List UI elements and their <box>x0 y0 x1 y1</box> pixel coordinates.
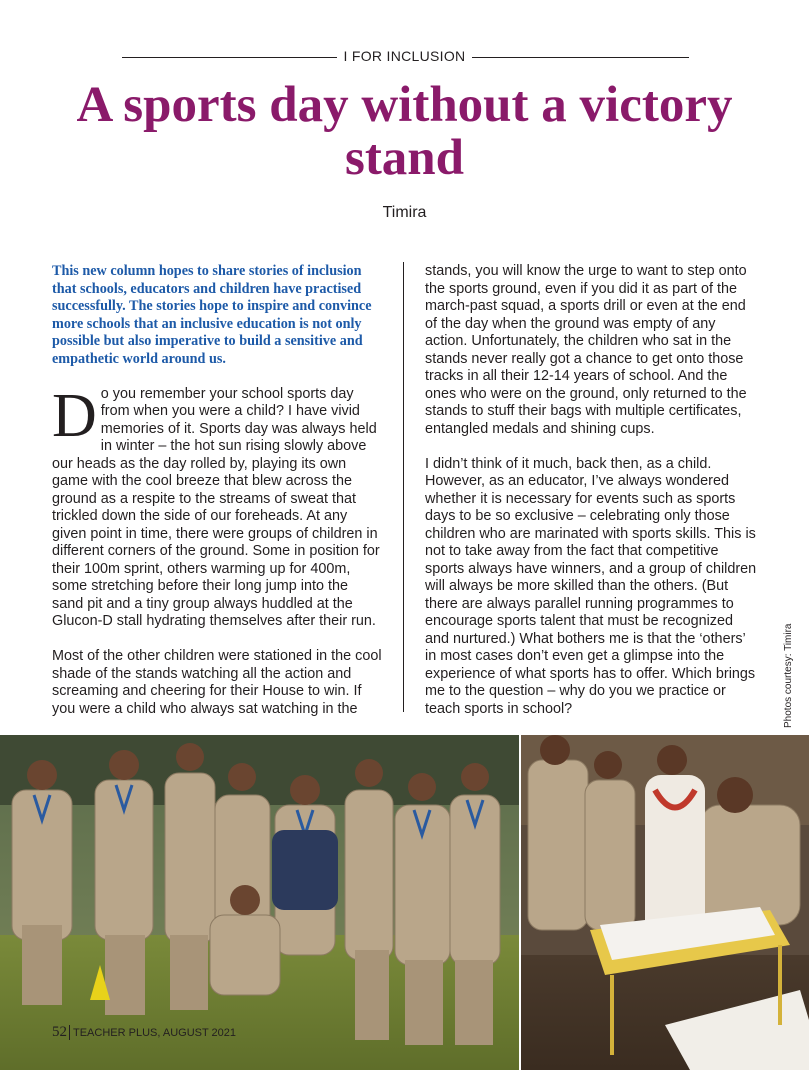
body-paragraph-4: I didn’t think of it much, back then, as a child. However, as an educator, I’ve always wondered whether it is necessary for events such as sports days to be so exclusive – celebrating only those children who are marinated with sports skills. This is not to take away from the fact that competitive sports always have winners, and a group of children will always be more skilled than the others. (But there are always parallel running programmes to encourage sports talent that must be recognized and nurtured.) What bothers me is that the ‘others’ in most cases don’t even get a glimpse into the experience of what sports has to offer. Which brings me to the question – why do you we practice or teach sports in school? <box>425 455 757 717</box>
photo-credit: Photos courtesy: Timira <box>783 623 794 728</box>
article-author: Timira <box>382 204 427 221</box>
article-column-right <box>425 263 760 718</box>
body-paragraph-1 <box>52 381 382 631</box>
body-paragraph-2: Most of the other children were stationed in the cool shade of the stands watching all the action and screaming and cheering for their House to win. If you were a child who always sat watching in the <box>52 648 382 717</box>
body-paragraph-1-text: o you remember your school sports day from when you were a child? I have vivid memories of it. Sports day was always held in winter – the hot sun rising slowly above our heads as the day rolled by, playing its own game with the cool breeze that blew across the ground as a respite to the streams of sweat that trickled down the side of our foreheads. At any given point in time, there were groups of children in different corners of the ground. Some in position for their 100m sprint, others warming up for 400m, some stretching before their long jump into the sand pit and a tiny group always huddled at the Glucon-D stall hydrating themselves after their run. <box>52 385 380 629</box>
intro-paragraph: This new column hopes to share stories of inclusion that schools, educators and children have practised successfully. The stories hope to inspire and convince more schools that an inclusive education is not only possible but also imperative to build a sensitive and empathetic world around us. <box>52 263 372 367</box>
publication-name: TEACHER PLUS, AUGUST 2021 <box>73 1026 237 1039</box>
article-title: A sports day without a victory stand <box>76 77 733 186</box>
column-divider <box>403 262 404 712</box>
section-kicker: I FOR INCLUSION <box>343 48 466 64</box>
drop-cap: D <box>52 381 97 450</box>
footer-divider <box>69 1025 70 1040</box>
page-number: 52 <box>52 1024 67 1040</box>
page-footer <box>52 1024 236 1041</box>
article-photo <box>0 735 809 1070</box>
article-column-left <box>52 263 382 718</box>
body-paragraph-3: stands, you will know the urge to want to step onto the sports ground, even if you did it as part of the march-past squad, a sports drill or even at the end of the day when the ground was empty of any action. Unfortunately, the children who sat in the stands never really got a chance to get onto those tracks in all their 12-14 years of school. And the ones who were on the ground, only returned to the stands to stuff their bags with multiple certificates, entangled medals and shining cups. <box>425 263 747 437</box>
